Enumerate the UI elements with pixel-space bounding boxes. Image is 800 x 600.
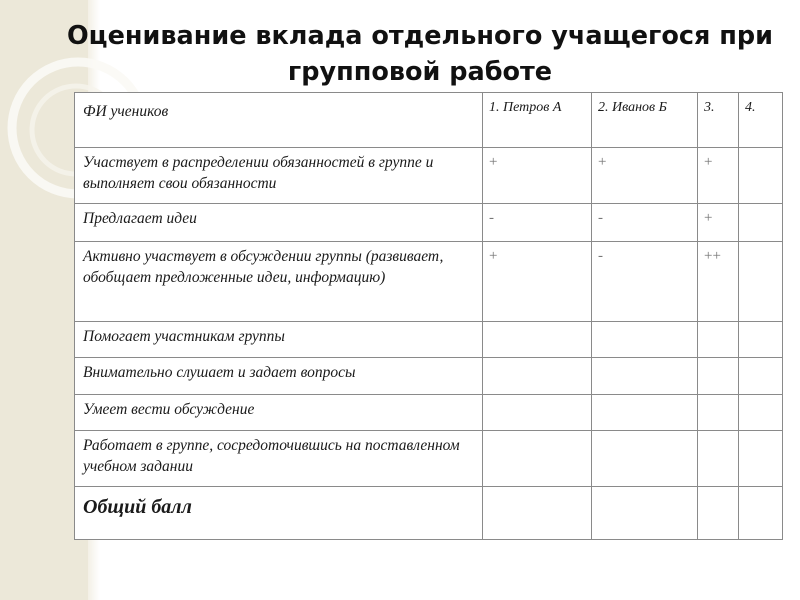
mark-cell — [739, 322, 783, 358]
criterion-cell: Умеет вести обсуждение — [75, 395, 483, 431]
mark-cell — [739, 242, 783, 322]
header-student-3: 3. — [698, 93, 739, 148]
mark-cell: - — [592, 204, 698, 242]
total-cell — [483, 487, 592, 540]
total-cell — [739, 487, 783, 540]
criterion-cell: Внимательно слушает и задает вопросы — [75, 358, 483, 395]
total-row — [75, 487, 783, 540]
mark-cell — [592, 358, 698, 395]
assessment-table — [74, 92, 783, 540]
table-row — [75, 242, 783, 322]
mark-cell: + — [483, 242, 592, 322]
mark-cell: + — [483, 148, 592, 204]
total-cell — [592, 487, 698, 540]
table-row — [75, 395, 783, 431]
mark-cell: ++ — [698, 242, 739, 322]
criterion-cell: Участвует в распределении обязанностей в группе и выполняет свои обязанности — [75, 148, 483, 204]
mark-cell: + — [592, 148, 698, 204]
mark-cell — [483, 358, 592, 395]
mark-cell — [592, 322, 698, 358]
table-row — [75, 431, 783, 487]
criterion-cell: Помогает участникам группы — [75, 322, 483, 358]
total-score-label: Общий балл — [75, 487, 483, 540]
mark-cell — [698, 358, 739, 395]
mark-cell — [483, 431, 592, 487]
total-cell — [698, 487, 739, 540]
mark-cell — [739, 358, 783, 395]
mark-cell — [483, 395, 592, 431]
mark-cell: + — [698, 148, 739, 204]
header-student-2: 2. Иванов Б — [592, 93, 698, 148]
mark-cell — [698, 395, 739, 431]
header-student-4: 4. — [739, 93, 783, 148]
criterion-cell: Предлагает идеи — [75, 204, 483, 242]
mark-cell: + — [698, 204, 739, 242]
mark-cell — [739, 204, 783, 242]
mark-cell — [592, 395, 698, 431]
mark-cell — [592, 431, 698, 487]
criterion-cell: Активно участвует в обсуждении группы (развивает, обобщает предложенные идеи, информацию) — [75, 242, 483, 322]
table-row — [75, 322, 783, 358]
mark-cell: - — [592, 242, 698, 322]
mark-cell — [739, 148, 783, 204]
table-row — [75, 358, 783, 395]
criterion-cell: Работает в группе, сосредоточившись на поставленном учебном задании — [75, 431, 483, 487]
slide-title: Оценивание вклада отдельного учащегося при групповой работе — [67, 21, 773, 87]
table-row — [75, 204, 783, 242]
table-row — [75, 148, 783, 204]
mark-cell — [698, 322, 739, 358]
header-row — [75, 93, 783, 148]
mark-cell — [739, 395, 783, 431]
mark-cell — [698, 431, 739, 487]
header-student-names: ФИ учеников — [75, 93, 483, 148]
mark-cell: - — [483, 204, 592, 242]
header-student-1: 1. Петров А — [483, 93, 592, 148]
mark-cell — [739, 431, 783, 487]
mark-cell — [483, 322, 592, 358]
